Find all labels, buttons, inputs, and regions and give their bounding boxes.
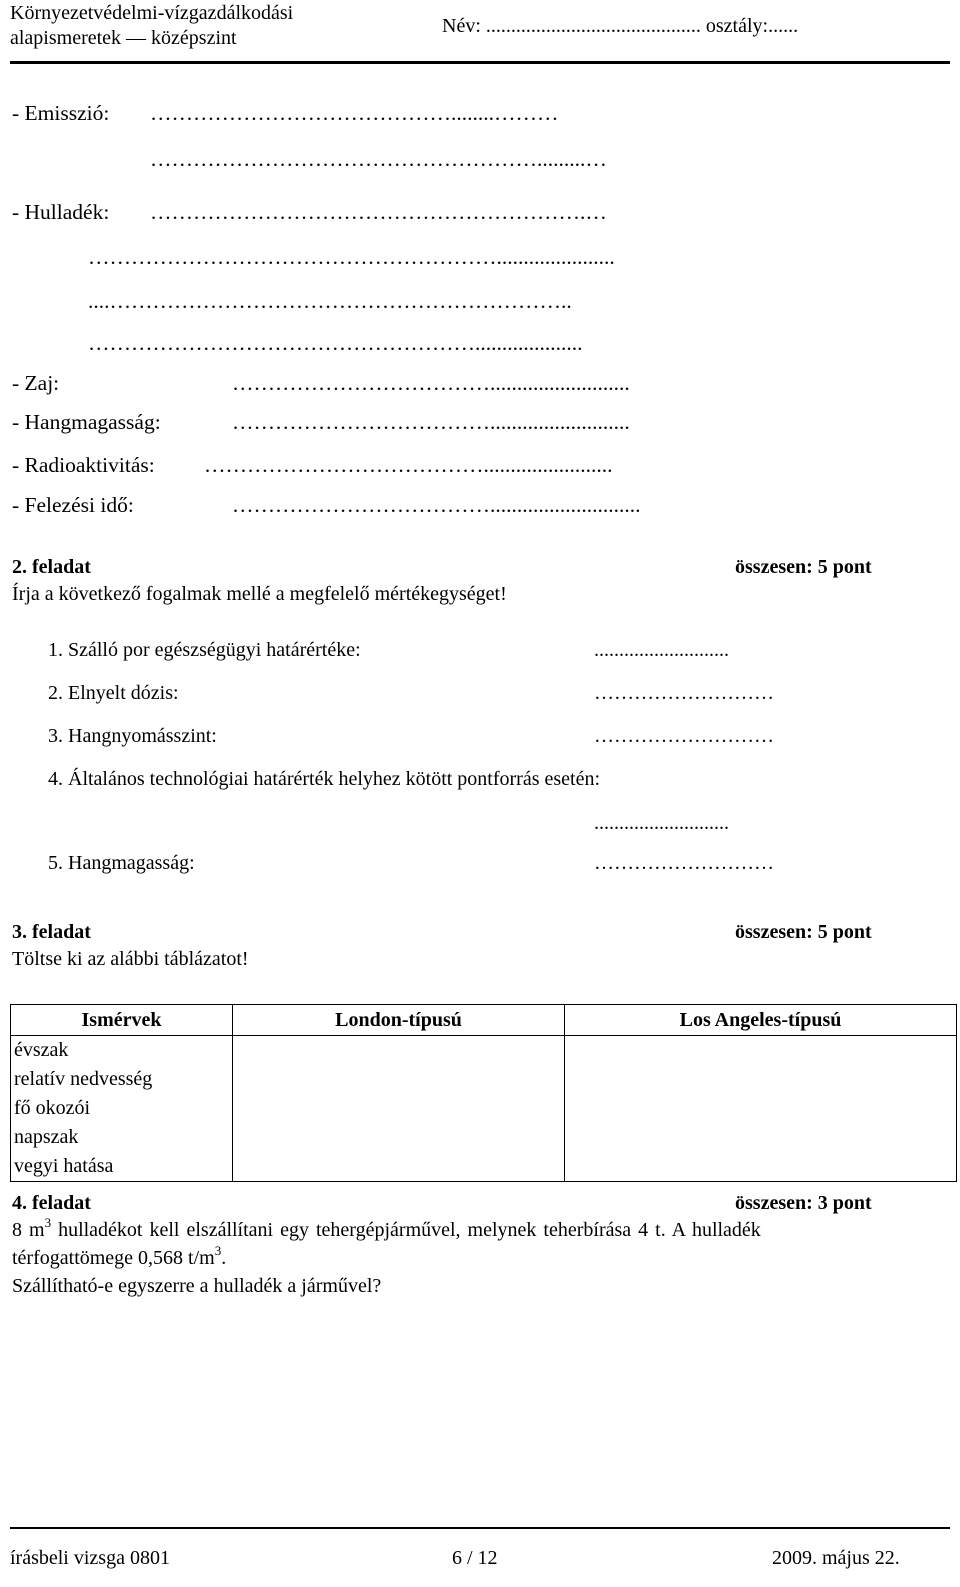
name-class-field[interactable]: Név: ........................................... osztály:...... (442, 15, 799, 37)
subject-title: Környezetvédelmi-vízgazdálkodási (10, 2, 294, 24)
criteria-table (10, 1004, 957, 1182)
row-label-vegyi-hatasa: vegyi hatása (11, 1152, 233, 1182)
answer-line-hangmagassag[interactable]: ……………………………….......................... (232, 410, 630, 434)
answer-cell-vegyi-london[interactable] (233, 1152, 565, 1182)
footer-page-number: 6 / 12 (452, 1547, 498, 1569)
task2-item-4: 4. Általános technológiai határérték helyhez kötött pontforrás esetén: (48, 768, 601, 790)
task2-item-5: 5. Hangmagasság: (48, 852, 195, 874)
footer-rule (10, 1527, 950, 1529)
task2-item-2: 2. Elnyelt dózis: (48, 682, 179, 704)
answer-line-hulladek-2[interactable]: …………………………………………………...................... (88, 245, 615, 269)
answer-line-hulladek-4[interactable]: ……………………………………………….................... (88, 331, 583, 355)
task2-answer-1[interactable]: ........................... (594, 639, 729, 661)
answer-cell-napszak-la[interactable] (565, 1123, 957, 1152)
task4-text-line1: 8 $m^3$ hulladékot kell elszállítani egy tehergépjárművel, melynek teherbírása 4 t. A hulladék (12, 1215, 761, 1241)
row-label-relativ-nedvesseg: relatív nedvesség (11, 1065, 233, 1094)
row-label-evszak: évszak (11, 1036, 233, 1066)
column-header-london: London-típusú (233, 1005, 565, 1036)
answer-line-felezesi-ido[interactable]: ………………………………............................ (232, 493, 641, 517)
table-row (11, 1123, 957, 1152)
task2-item-3: 3. Hangnyomásszint: (48, 725, 217, 747)
task2-points: összesen: 5 pont (735, 556, 872, 578)
answer-line-zaj[interactable]: ……………………………….......................... (232, 371, 630, 395)
footer-exam-code: írásbeli vizsga 0801 (10, 1547, 170, 1569)
answer-cell-nedvesseg-london[interactable] (233, 1065, 565, 1094)
task4-points: összesen: 3 pont (735, 1192, 872, 1214)
list-label-felezesi-ido: - Felezési idő: (12, 493, 134, 517)
table-row (11, 1065, 957, 1094)
column-header-los-angeles: Los Angeles-típusú (565, 1005, 957, 1036)
answer-cell-vegyi-la[interactable] (565, 1152, 957, 1182)
task3-points: összesen: 5 pont (735, 921, 872, 943)
header-rule (10, 61, 950, 64)
answer-cell-okozoi-london[interactable] (233, 1094, 565, 1123)
answer-cell-evszak-la[interactable] (565, 1036, 957, 1066)
answer-line-emisszio-2[interactable]: ……………………………………………….........… (150, 147, 607, 171)
task2-answer-2[interactable]: ……………………… (594, 682, 774, 704)
task3-instruction: Töltse ki az alábbi táblázatot! (12, 948, 249, 970)
answer-line-emisszio[interactable]: ……………………………………........……… (150, 101, 559, 125)
row-label-fo-okozoi: fő okozói (11, 1094, 233, 1123)
row-label-napszak: napszak (11, 1123, 233, 1152)
task2-answer-3[interactable]: ……………………… (594, 725, 774, 747)
table-row (11, 1152, 957, 1182)
answer-cell-evszak-london[interactable] (233, 1036, 565, 1066)
subject-level: alapismeretek — középszint (10, 27, 237, 49)
footer-date: 2009. május 22. (772, 1547, 900, 1569)
task4-question: Szállítható-e egyszerre a hulladék a járművel? (12, 1275, 382, 1297)
task4-text-line2: térfogattömege 0,568 $t/m^3$. (12, 1243, 227, 1269)
task2-instruction: Írja a következő fogalmak mellé a megfelelő mértékegységet! (12, 583, 507, 605)
answer-cell-nedvesseg-la[interactable] (565, 1065, 957, 1094)
column-header-ismervek: Ismérvek (11, 1005, 233, 1036)
answer-line-radioaktivitas[interactable]: …………………………………........................ (204, 453, 613, 477)
answer-line-hulladek[interactable]: …………………………………………………….… (150, 200, 607, 224)
list-label-hangmagassag: - Hangmagasság: (12, 410, 161, 434)
table-header-row (11, 1005, 957, 1036)
task2-answer-4[interactable]: ........................... (594, 812, 729, 834)
list-label-emisszio: - Emisszió: (12, 101, 110, 125)
list-label-zaj: - Zaj: (12, 371, 60, 395)
task3-title: 3. feladat (12, 921, 91, 943)
table-row (11, 1094, 957, 1123)
task2-answer-5[interactable]: ……………………… (594, 852, 774, 874)
list-label-hulladek: - Hulladék: (12, 200, 110, 224)
task2-item-1: 1. Szálló por egészségügyi határértéke: (48, 639, 361, 661)
task4-title: 4. feladat (12, 1192, 91, 1214)
answer-cell-okozoi-la[interactable] (565, 1094, 957, 1123)
task2-title: 2. feladat (12, 556, 91, 578)
answer-cell-napszak-london[interactable] (233, 1123, 565, 1152)
answer-line-hulladek-3[interactable]: ....……………………………………………………….. (88, 289, 572, 313)
list-label-radioaktivitas: - Radioaktivitás: (12, 453, 155, 477)
table-row (11, 1036, 957, 1066)
